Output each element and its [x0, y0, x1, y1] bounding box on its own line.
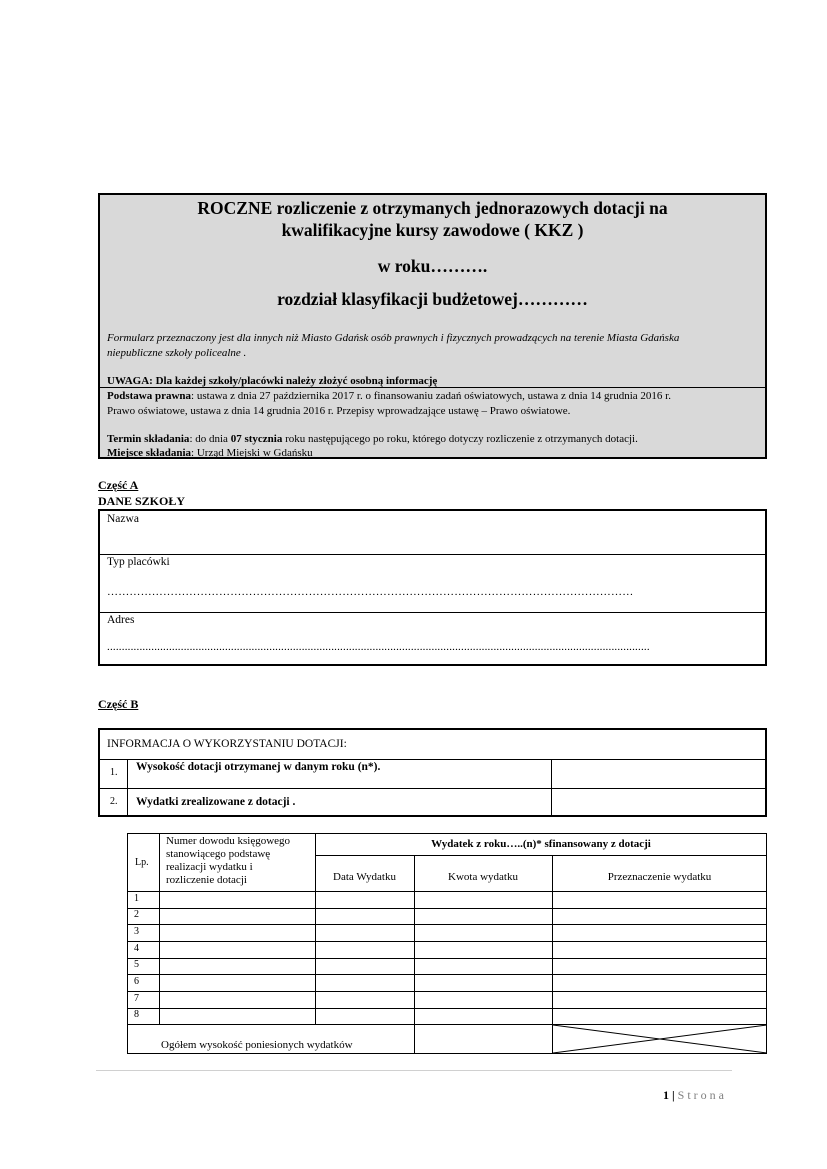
row-number: 8 — [134, 1009, 139, 1020]
type-field[interactable]: …………………………………………………………………………………………………………………………… — [107, 586, 634, 598]
amount-header: Kwota wydatku — [448, 871, 518, 883]
year-line: w roku………. — [377, 256, 488, 276]
group-header-divider — [315, 855, 766, 856]
name-row-divider — [100, 554, 765, 555]
col-divider-doc — [315, 834, 316, 1024]
school-data-box — [98, 509, 767, 666]
page-word: S t r o n a — [677, 1088, 724, 1102]
place-value: : Urząd Miejski w Gdańsku — [191, 447, 313, 459]
document-header-line: stanowiącego podstawę — [166, 848, 271, 860]
legal-basis-text1: : ustawa z dnia 27 października 2017 r. o finansowaniu zadań oświatowych, ustawa z dnia 14 grudnia 2016 r. — [191, 390, 671, 402]
grant-info-table — [98, 728, 767, 817]
col-divider-lp — [159, 834, 160, 1024]
deadline-date: 07 stycznia — [230, 433, 283, 445]
row-divider — [128, 941, 766, 942]
deadline-line — [107, 432, 759, 446]
row-number: 3 — [134, 926, 139, 937]
row-divider — [128, 908, 766, 909]
deadline-post: roku następującego po roku, którego dotyczy rozliczenie z otrzymanych dotacji. — [282, 433, 638, 445]
purpose-header: Przeznaczenie wydatku — [607, 871, 712, 883]
total-expenses-value[interactable] — [415, 1025, 551, 1053]
form-title-line2: kwalifikacyjne kursy zawodowe ( KKZ ) — [281, 220, 584, 240]
expense-group-header: Wydatek z roku…..(n)* sfinansowany z dotacji — [431, 838, 651, 850]
document-header-line: Numer dowodu księgowego — [166, 835, 291, 847]
grant-received-label: Wysokość dotacji otrzymanej w danym roku (n*). — [136, 761, 381, 773]
form-note-line2: niepubliczne szkoły policealne . — [107, 347, 247, 359]
expense-table — [127, 833, 767, 1054]
warning-note: UWAGA: Dla każdej szkoły/placówki należy złożyć osobną informację — [107, 375, 438, 387]
legal-basis-line2: Prawo oświatowe, ustawa z dnia 14 grudnia 2016 r. Przepisy wprowadzające ustawę – Prawo oświatowe. — [107, 405, 571, 417]
grant-received-num: 1. — [110, 767, 118, 778]
row-number: 1 — [134, 893, 139, 904]
legal-basis-label: Podstawa prawna — [107, 390, 192, 402]
crossed-out-cell — [553, 1025, 767, 1053]
deadline-label: Termin składania — [107, 433, 190, 445]
grant-expenses-label: Wydatki zrealizowane z dotacji . — [136, 796, 296, 808]
school-data-heading: DANE SZKOŁY — [98, 494, 186, 508]
row-number: 5 — [134, 959, 139, 970]
type-label: Typ placówki — [107, 556, 170, 568]
header-box — [98, 193, 767, 459]
grant-expenses-value[interactable] — [552, 789, 767, 816]
row-divider — [128, 974, 766, 975]
type-row-divider — [100, 612, 765, 613]
date-header: Data Wydatku — [333, 871, 396, 883]
place-line — [107, 446, 759, 460]
footer-separator: | — [672, 1088, 675, 1102]
document-header-line: rozliczenie dotacji — [166, 874, 247, 886]
budget-chapter-line: rozdział klasyfikacji budżetowej………… — [277, 289, 588, 309]
part-a-heading: Część A — [98, 478, 139, 492]
row-divider — [128, 958, 766, 959]
row-divider — [128, 924, 766, 925]
grant-expenses-num: 2. — [110, 796, 118, 807]
header-bottom-line — [128, 891, 766, 892]
header-separator — [100, 387, 765, 388]
page-number: 1 — [663, 1088, 669, 1102]
grant-info-title: INFORMACJA O WYKORZYSTANIU DOTACJI: — [107, 738, 347, 750]
row-number: 7 — [134, 993, 139, 1004]
footer-rule — [96, 1070, 732, 1071]
form-note-line1: Formularz przeznaczony jest dla innych niż Miasto Gdańsk osób prawnych i fizycznych prowadzących na terenie Miasta Gdańska — [107, 332, 680, 344]
document-header-line: realizacji wydatku i — [166, 861, 253, 873]
lp-header: Lp. — [135, 857, 149, 868]
row-number: 6 — [134, 976, 139, 987]
row-divider — [128, 1008, 766, 1009]
legal-basis-line1 — [107, 389, 759, 403]
page-footer — [663, 1088, 724, 1103]
grant-received-value[interactable] — [552, 760, 767, 787]
row-divider — [128, 991, 766, 992]
address-field[interactable]: ........................................................................................................................................................................................ — [107, 641, 650, 653]
place-label: Miejsce składania — [107, 447, 192, 459]
name-label: Nazwa — [107, 513, 139, 525]
row-number: 4 — [134, 943, 139, 954]
total-expenses-label: Ogółem wysokość poniesionych wydatków — [161, 1039, 353, 1051]
deadline-pre: : do dnia — [189, 433, 231, 445]
form-title-line1: ROCZNE rozliczenie z otrzymanych jednorazowych dotacji na — [197, 198, 668, 218]
document-number-header — [166, 835, 290, 887]
row-number: 2 — [134, 909, 139, 920]
address-label: Adres — [107, 614, 135, 626]
part-b-heading: Część B — [98, 697, 139, 711]
grant-info-num-col — [127, 759, 128, 815]
